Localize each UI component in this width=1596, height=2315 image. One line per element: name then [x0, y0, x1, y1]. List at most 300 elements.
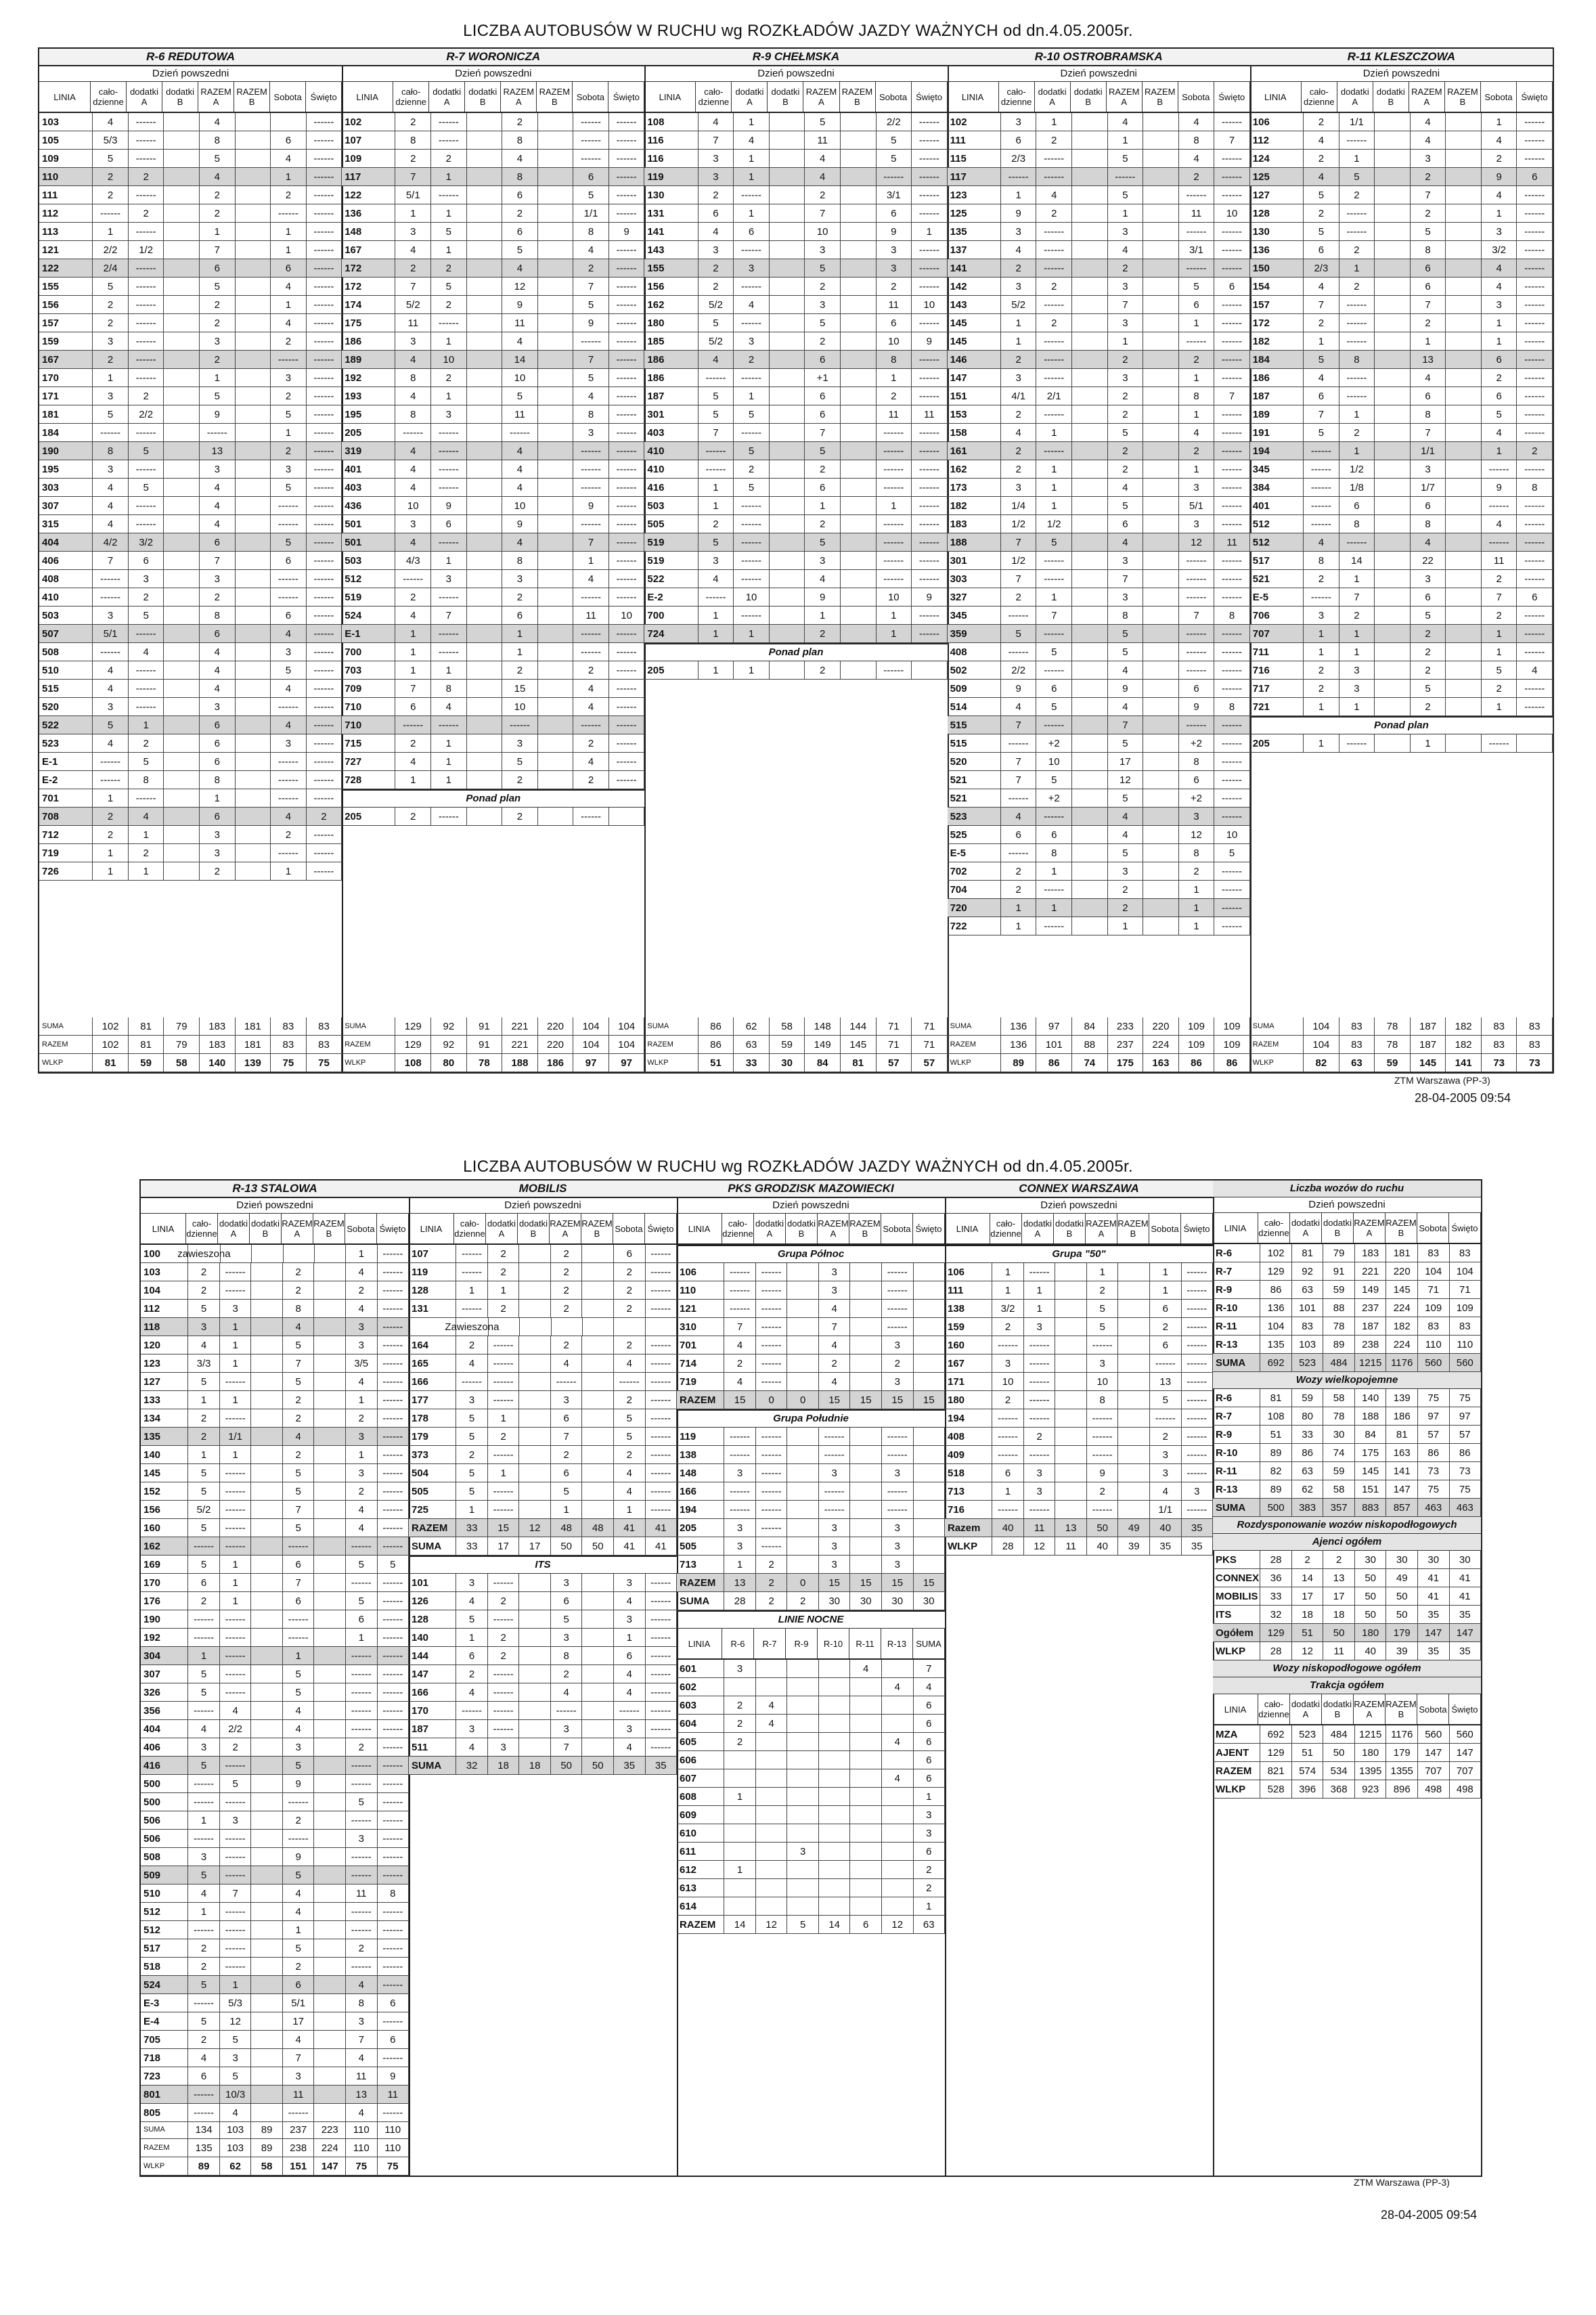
table-row-cell: 704	[948, 881, 1001, 898]
table-row	[39, 716, 342, 734]
table-row-cell: ------	[1179, 625, 1215, 642]
table-row-cell: 1	[1339, 442, 1375, 460]
summary-row-cell: 224	[1386, 1299, 1418, 1317]
table-row-cell: ------	[912, 460, 948, 478]
table-row-cell	[251, 2104, 283, 2121]
table-row-cell: ------	[346, 1702, 378, 1719]
table-row-cell: 2	[283, 1391, 315, 1409]
table-row-cell: 4	[220, 2104, 252, 2121]
table-row-cell	[314, 1647, 346, 1664]
table-row-cell	[770, 369, 805, 387]
table-row-cell: 12	[502, 278, 538, 295]
table-row-cell: 122	[342, 186, 395, 204]
table-row-cell: 5	[271, 533, 307, 551]
table-row	[945, 1409, 1213, 1428]
table-row	[141, 1318, 409, 1336]
table-row-cell: ------	[1087, 1336, 1119, 1354]
razem-row-cell: 104	[573, 1036, 609, 1053]
table-row-cell	[251, 1866, 283, 1884]
table-row-cell	[538, 424, 574, 441]
table-row	[1250, 204, 1553, 223]
table-row-cell: 3	[1150, 1446, 1182, 1463]
table-row-cell	[467, 607, 503, 624]
table-row-cell: 3	[188, 1738, 220, 1756]
table-row-cell	[164, 753, 200, 770]
trakcja-column-header-label: cało-dzienne	[1258, 1694, 1290, 1724]
table-row-cell: ------	[734, 278, 770, 295]
table-row	[945, 1318, 1213, 1336]
table-row-cell: ------	[271, 588, 307, 606]
table-row-cell: 10	[877, 588, 912, 606]
table-row	[948, 826, 1250, 844]
table-row-cell: 125	[948, 204, 1001, 222]
table-row-cell: ------	[271, 515, 307, 533]
table-row-cell	[251, 1519, 283, 1537]
table-row-cell	[314, 1903, 346, 1920]
table-row-cell: 11	[1179, 204, 1215, 222]
table-row-cell	[841, 113, 877, 131]
plan-row-cell: 2	[805, 661, 841, 679]
table-row-cell	[1055, 1318, 1087, 1336]
table-row	[342, 734, 644, 753]
column-header-label: LINIA	[409, 1214, 454, 1243]
ajenci-row-cell: 41	[1418, 1569, 1450, 1587]
table-row-cell: ------	[378, 2104, 409, 2121]
table-row-cell: ------	[1214, 424, 1250, 441]
table-row-cell: 2	[1036, 278, 1072, 295]
table-row-cell	[314, 1738, 346, 1756]
table-row-cell: ------	[283, 1537, 315, 1555]
table-row	[141, 1848, 409, 1866]
column-header-label: dodatki B	[518, 1214, 550, 1243]
wlkp-row	[342, 1054, 644, 1072]
table-row-cell: ------	[609, 753, 645, 770]
table-row-cell: 4	[1108, 698, 1144, 715]
table-row-cell: 5	[1482, 661, 1517, 679]
wlkp-summary-row	[1213, 1480, 1481, 1499]
table-row-cell	[251, 1757, 283, 1774]
table-row-cell: ------	[395, 716, 431, 734]
table-row-cell: 8	[395, 131, 431, 149]
table-row-cell: ------	[307, 862, 342, 880]
table-row-cell: 410	[644, 460, 698, 478]
table-row-cell: 6	[378, 2031, 409, 2048]
plan-row-cell: 2	[395, 808, 431, 825]
night-row-cell	[787, 1751, 819, 1769]
table-row-cell	[1072, 826, 1108, 843]
table-row-cell: 4	[502, 259, 538, 277]
suma-row-cell: 97	[1036, 1017, 1072, 1035]
table-row-cell: 1	[431, 241, 467, 259]
table-row-cell	[914, 1318, 946, 1336]
table-row-cell: ------	[200, 424, 236, 441]
table-row-cell: ------	[1517, 223, 1553, 240]
table-row-cell	[251, 1720, 283, 1738]
table-row-cell	[1072, 405, 1108, 423]
table-row	[948, 223, 1250, 241]
table-row-cell: 5	[551, 1610, 583, 1628]
table-row-cell: 1	[1001, 186, 1037, 204]
table-row-cell: 9	[609, 223, 645, 240]
table-row-cell: 4	[1108, 826, 1144, 843]
table-row-cell: 11	[877, 296, 912, 313]
table-row-cell	[1446, 625, 1482, 642]
table-row-cell: 3	[346, 2012, 378, 2030]
night-row-cell: 608	[677, 1788, 724, 1805]
table-row-cell: 3	[699, 168, 734, 185]
night-razem-row-cell: 14	[819, 1916, 851, 1933]
table-row-cell: ------	[307, 680, 342, 697]
night-row-cell	[724, 1806, 756, 1824]
table-row-cell: 2	[271, 186, 307, 204]
trakcja-row	[1213, 1744, 1481, 1762]
night-row	[677, 1696, 945, 1715]
depot-name: R-9 CHEŁMSKA	[644, 49, 947, 66]
table-row-cell: 186	[342, 332, 395, 350]
table-row-cell	[251, 2067, 283, 2085]
wlkp-summary-row-cell: 186	[1386, 1407, 1418, 1425]
table-row-cell	[582, 1738, 614, 1756]
table-row-cell	[538, 716, 574, 734]
wlkp-row-cell: 58	[164, 1054, 200, 1072]
table-row-cell: ------	[734, 369, 770, 387]
table-row-cell: 1	[1179, 369, 1215, 387]
suma-row-cell: 86	[699, 1017, 734, 1035]
wlkp-row-cell: 89	[1001, 1054, 1037, 1072]
wlkp-row-cell: 163	[1143, 1054, 1179, 1072]
table-row-cell: 703	[342, 661, 395, 679]
table-row-cell	[850, 1336, 882, 1354]
table-row-cell: 2/1	[1036, 387, 1072, 405]
summary-row-cell: 135	[1260, 1336, 1292, 1353]
table-row	[141, 2067, 409, 2086]
table-row-cell: 2	[877, 278, 912, 295]
table-row-cell: ------	[1182, 1409, 1214, 1427]
table-row-cell: ------	[220, 1409, 252, 1427]
night-row-cell: 3	[787, 1843, 819, 1860]
night-row-cell	[756, 1751, 788, 1769]
razem-row-cell: 104	[609, 1036, 645, 1053]
table-row-cell: 512	[141, 1921, 188, 1939]
table-row-cell: 4	[1482, 515, 1517, 533]
table-row	[948, 881, 1250, 899]
table-row-cell: 106	[1250, 113, 1304, 131]
table-row-cell	[236, 862, 271, 880]
table-row-cell	[787, 1336, 819, 1354]
table-row-cell: 4	[614, 1464, 646, 1482]
table-row-cell: 5	[271, 405, 307, 423]
table-row-cell: 117	[948, 168, 1001, 185]
wlkp-row-cell: 59	[1375, 1054, 1411, 1072]
summary-row-cell: 187	[1355, 1317, 1387, 1335]
table-row-cell: 11	[805, 131, 841, 149]
trakcja-row-cell: 147	[1418, 1744, 1450, 1761]
table-row-cell: ------	[307, 588, 342, 606]
table-row	[342, 369, 644, 387]
table-row-cell: 9	[283, 1848, 315, 1866]
table-row-cell	[1072, 186, 1108, 204]
table-row-cell: 2	[188, 1409, 220, 1427]
table-row	[1250, 278, 1553, 296]
suma-row-cell: 71	[877, 1017, 912, 1035]
table-row-cell: ------	[1482, 497, 1517, 514]
column-header-label: Sobota	[876, 82, 912, 112]
table-row-cell: 195	[342, 405, 395, 423]
table-row-cell: 4	[200, 497, 236, 514]
night-row-cell	[850, 1879, 882, 1897]
wlkp-summary-row	[1213, 1407, 1481, 1426]
trakcja-row-cell: RAZEM	[1213, 1762, 1260, 1780]
table-row-cell: ------	[307, 387, 342, 405]
table-row-cell: 507	[39, 625, 93, 642]
table-row-cell: ------	[271, 753, 307, 770]
suma-row-cell: SUMA	[342, 1017, 395, 1035]
table-row-cell: 6	[200, 259, 236, 277]
table-row-cell: 17	[283, 2012, 315, 2030]
table-row-cell	[251, 1336, 283, 1354]
night-razem-row-cell: 63	[914, 1916, 946, 1933]
razem-row-cell: 15	[724, 1391, 756, 1409]
wlkp-summary-row	[1213, 1499, 1481, 1517]
table-row-cell	[314, 1501, 346, 1518]
table-row-cell	[467, 131, 503, 149]
table-row-cell: 2	[283, 1446, 315, 1463]
table-row-cell: 13	[1411, 351, 1446, 368]
table-row-cell: 2	[1482, 570, 1517, 588]
table-row	[1250, 424, 1553, 442]
table-row-cell: 4	[346, 1300, 378, 1317]
table-row-cell	[1143, 223, 1179, 240]
night-row-cell	[787, 1733, 819, 1750]
table-row-cell	[236, 552, 271, 569]
table-row-cell: 1	[1036, 113, 1072, 131]
wlkp-summary-row-cell: 59	[1323, 1462, 1355, 1480]
table-row	[677, 1300, 945, 1318]
table-row-cell	[582, 1482, 614, 1500]
table-row-cell: 1/1	[1339, 113, 1375, 131]
table-row-cell: 9	[1482, 168, 1517, 185]
suma-row-cell: 83	[1482, 1017, 1517, 1035]
table-row-cell: 720	[948, 899, 1001, 917]
table-row-cell: 3	[1339, 680, 1375, 697]
ajenci-row-cell: 147	[1418, 1624, 1450, 1641]
table-row-cell: ------	[1182, 1281, 1214, 1299]
table-row-cell: 6	[283, 1592, 315, 1610]
table-row-cell: 5	[1304, 186, 1339, 204]
table-row-cell: 191	[1250, 424, 1304, 441]
table-row-cell: 1	[734, 204, 770, 222]
table-row	[342, 296, 644, 314]
night-row-cell: 6	[914, 1733, 946, 1750]
table-row-cell: 4	[200, 479, 236, 496]
table-row-cell: 726	[39, 862, 93, 880]
table-row	[644, 314, 947, 332]
night-row-cell	[850, 1843, 882, 1860]
column-header	[39, 82, 342, 113]
table-row-cell: 5	[220, 2031, 252, 2048]
table-row-cell	[1446, 460, 1482, 478]
table-row-cell	[1143, 405, 1179, 423]
table-row-cell	[236, 607, 271, 624]
table-row-cell: 10	[734, 588, 770, 606]
table-row-cell: 1/2	[129, 241, 164, 259]
table-row-cell: 128	[409, 1610, 456, 1628]
table-row-cell: ------	[1182, 1464, 1214, 1482]
table-row-cell: 178	[409, 1409, 456, 1427]
table-row-cell: 714	[677, 1354, 724, 1372]
table-row	[409, 1391, 677, 1409]
table-row-cell: ------	[488, 1336, 520, 1354]
table-row-cell: ------	[1214, 168, 1250, 185]
table-row-cell: 4	[805, 570, 841, 588]
table-row-cell: ------	[1036, 223, 1072, 240]
night-row-cell: 1	[914, 1897, 946, 1915]
table-row-cell	[1375, 680, 1411, 697]
table-row-cell: 156	[39, 296, 93, 313]
table-row-cell: 6	[1214, 278, 1250, 295]
table-row-cell: 4	[1482, 186, 1517, 204]
table-row-cell: 9	[805, 588, 841, 606]
table-row-cell: ------	[573, 643, 609, 661]
table-row-cell: ------	[283, 1793, 315, 1811]
table-row-cell	[236, 680, 271, 697]
table-row-cell: 700	[342, 643, 395, 661]
its-suma-row-cell: 35	[646, 1757, 678, 1774]
table-row	[677, 1446, 945, 1464]
table-row-cell: 157	[39, 314, 93, 332]
trakcja-row-cell: 51	[1292, 1744, 1324, 1761]
table-row-cell: 7	[573, 533, 609, 551]
table-row-cell: 2	[283, 1958, 315, 1975]
table-row-cell: 4	[283, 2031, 315, 2048]
depot-totals	[1250, 1017, 1553, 1072]
day-type-header: Dzień powszedni	[1250, 66, 1553, 82]
table-row-cell: 186	[644, 369, 698, 387]
table-row-cell	[251, 1409, 283, 1427]
table-row-cell: 522	[39, 716, 93, 734]
table-row-cell: 189	[342, 351, 395, 368]
table-row-cell: ------	[882, 1281, 914, 1299]
trakcja-row-cell: 896	[1386, 1780, 1418, 1798]
table-row-cell	[251, 1939, 283, 1957]
table-row-cell	[1072, 223, 1108, 240]
table-row-cell	[538, 168, 574, 185]
day-type-header: Dzień powszedni	[141, 1198, 409, 1214]
table-row-cell: ------	[307, 405, 342, 423]
table-row-cell: 406	[141, 1738, 188, 1756]
night-razem-row-cell: 6	[850, 1916, 882, 1933]
table-row-cell: ------	[992, 1409, 1024, 1427]
razem-row-cell: 224	[314, 2139, 346, 2157]
its-suma-row-cell: 18	[488, 1757, 520, 1774]
table-row-cell: ------	[734, 552, 770, 569]
table-row	[1250, 168, 1553, 186]
table-row	[1250, 479, 1553, 497]
table-row-cell: 4	[1482, 131, 1517, 149]
summary-row-cell: R-10	[1213, 1299, 1260, 1317]
table-row-cell: 1	[1036, 862, 1072, 880]
table-row-cell: 1/1	[573, 204, 609, 222]
table-row-cell: 2	[1411, 625, 1446, 642]
table-row-cell	[519, 1409, 551, 1427]
table-row-cell: 1	[431, 753, 467, 770]
table-row	[948, 570, 1250, 588]
table-row-cell: ------	[734, 241, 770, 259]
table-row	[644, 168, 947, 186]
table-row	[1250, 515, 1553, 533]
table-row	[39, 808, 342, 826]
wlkp-row	[945, 1537, 1213, 1556]
table-row-cell: ------	[1214, 734, 1250, 752]
table-row-cell: ------	[609, 442, 645, 460]
table-row-cell: 10	[1214, 204, 1250, 222]
table-row-cell	[251, 1428, 283, 1445]
wlkp-summary-row-cell: 145	[1355, 1462, 1387, 1480]
table-row-cell: ------	[756, 1428, 788, 1445]
table-row-cell	[1072, 771, 1108, 789]
table-row	[39, 405, 342, 424]
table-row-cell: 5	[877, 150, 912, 167]
table-row-cell: ------	[646, 1391, 678, 1409]
table-row-cell: 2	[93, 296, 129, 313]
table-row-cell: E-5	[1250, 588, 1304, 606]
table-row-cell	[841, 552, 877, 569]
table-row-cell: 175	[342, 314, 395, 332]
table-row	[342, 259, 644, 278]
table-row	[39, 625, 342, 643]
table-row	[409, 1263, 677, 1281]
table-row	[342, 680, 644, 698]
table-row-cell: ------	[992, 1446, 1024, 1463]
table-row-cell: 2	[129, 168, 164, 185]
table-row-cell: 4	[346, 1519, 378, 1537]
table-row-cell: 2	[395, 588, 431, 606]
table-row-cell: 725	[409, 1501, 456, 1518]
table-row-cell	[1446, 351, 1482, 368]
table-row-cell: 1	[699, 479, 734, 496]
table-row-cell: ------	[1036, 296, 1072, 313]
table-row-cell	[1375, 204, 1411, 222]
table-row-cell: ------	[1214, 570, 1250, 588]
suma-row-cell: 78	[1375, 1017, 1411, 1035]
table-row-cell: ------	[1179, 186, 1215, 204]
night-row-cell: 6	[914, 1769, 946, 1787]
table-row-cell: 7	[395, 168, 431, 185]
table-row-cell: 512	[1250, 515, 1304, 533]
table-row-cell: 4	[502, 332, 538, 350]
table-row-cell: 7	[1411, 424, 1446, 441]
table-row-cell	[236, 186, 271, 204]
table-row-cell	[538, 552, 574, 569]
suma-row-cell: 233	[1108, 1017, 1144, 1035]
table-row-cell: ------	[609, 552, 645, 569]
table-row-cell: ------	[734, 497, 770, 514]
table-row-cell	[164, 186, 200, 204]
suma-row-cell: 50	[582, 1537, 614, 1555]
table-row-cell: 3	[992, 1354, 1024, 1372]
table-row-cell: 1	[431, 204, 467, 222]
table-row-cell: 7	[699, 131, 734, 149]
table-row-cell: 1	[1150, 1263, 1182, 1281]
table-row-cell: 4	[734, 131, 770, 149]
table-row-cell: ------	[724, 1482, 756, 1500]
table-row-cell: ------	[573, 716, 609, 734]
table-row-cell: 1	[188, 1903, 220, 1920]
wlkp-summary-row	[1213, 1444, 1481, 1462]
table-row-cell: ------	[378, 1738, 409, 1756]
table-row-cell: ------	[609, 734, 645, 752]
table-row-cell: 150	[1250, 259, 1304, 277]
